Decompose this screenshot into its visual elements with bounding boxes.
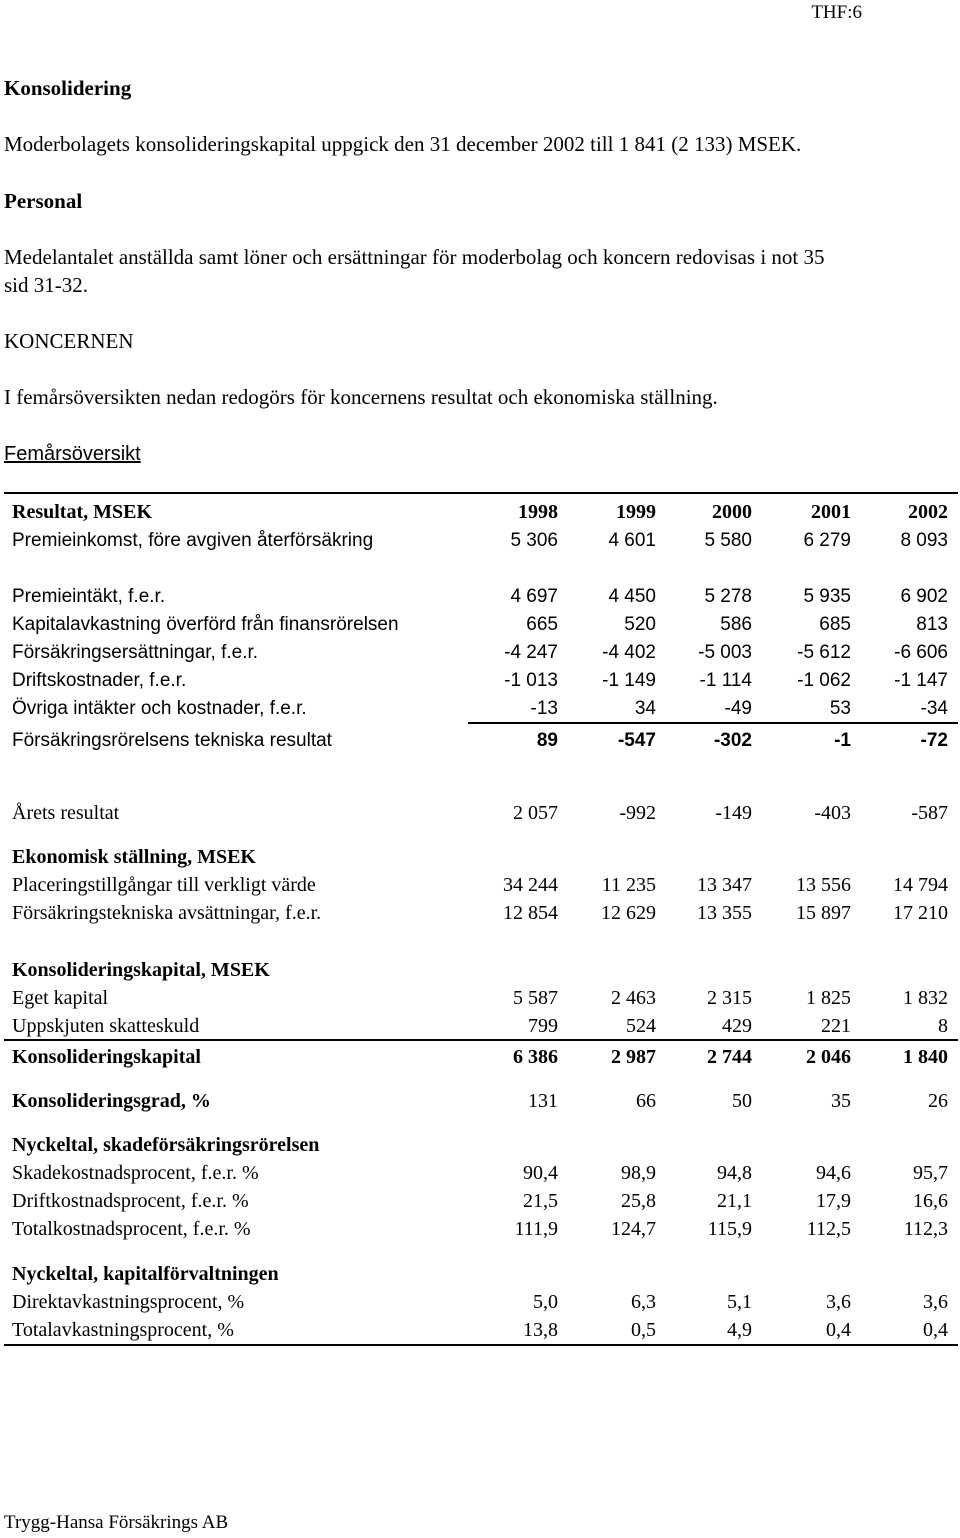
table-row: [4, 1013, 958, 1039]
row-label: Kapitalavkastning överförd från finansrörelsen: [12, 614, 399, 635]
cell-value: 21,5: [523, 1190, 558, 1212]
year-header: 1998: [518, 501, 558, 523]
row-label: Nyckeltal, skadeförsäkringsrörelsen: [12, 1134, 320, 1156]
table-row: [4, 1317, 958, 1343]
table-row: [4, 872, 958, 898]
year-header: 2001: [811, 501, 851, 523]
cell-value: 6 902: [900, 586, 948, 607]
cell-value: -992: [619, 802, 656, 824]
cell-value: 112,5: [806, 1218, 851, 1240]
table-header-row: [4, 499, 958, 525]
cell-value: 17 210: [893, 902, 948, 924]
cell-value: -403: [814, 802, 851, 824]
row-label: Eget kapital: [12, 987, 109, 1009]
section-heading-row: [4, 957, 958, 983]
cell-value: 15 897: [796, 902, 851, 924]
cell-value: 586: [720, 614, 752, 635]
row-label: Driftkostnadsprocent, f.e.r. %: [12, 1190, 249, 1212]
table-bottom-rule: [4, 1344, 958, 1346]
cell-value: 115,9: [707, 1218, 752, 1240]
cell-value: 5 278: [704, 586, 752, 607]
cell-value: 5 935: [803, 586, 851, 607]
table-row: [4, 985, 958, 1011]
cell-value: 50: [732, 1090, 752, 1112]
cell-value: 13,8: [523, 1319, 558, 1341]
cell-value: 3,6: [923, 1291, 948, 1313]
cell-value: 66: [636, 1090, 656, 1112]
cell-value: 35: [831, 1090, 851, 1112]
row-label: Konsolideringskapital: [12, 1046, 201, 1068]
cell-value: 94,8: [717, 1162, 752, 1184]
cell-value: 17,9: [816, 1190, 851, 1212]
cell-value: -149: [715, 802, 752, 824]
cell-value: 429: [722, 1015, 752, 1037]
cell-value: 2 463: [611, 987, 656, 1009]
koncernen-heading: KONCERNEN: [4, 329, 134, 353]
row-label: Nyckeltal, kapitalförvaltningen: [12, 1263, 279, 1285]
cell-value: 665: [526, 614, 558, 635]
cell-value: 4 450: [608, 586, 656, 607]
table-row: [4, 900, 958, 926]
cell-value: 685: [819, 614, 851, 635]
row-label: Totalkostnadsprocent, f.e.r. %: [12, 1218, 251, 1240]
subtotal-rule: [468, 722, 958, 724]
row-label: Övriga intäkter och kostnader, f.e.r.: [12, 698, 307, 719]
cell-value: 1 825: [806, 987, 851, 1009]
cell-value: 25,8: [621, 1190, 656, 1212]
cell-value: -302: [713, 730, 752, 751]
total-rule: [4, 1039, 958, 1041]
cell-value: 12 854: [503, 902, 558, 924]
table-row: [4, 1216, 958, 1242]
cell-value: -6 606: [894, 642, 948, 663]
cell-value: 2 046: [806, 1046, 851, 1068]
cell-value: 3,6: [826, 1291, 851, 1313]
cell-value: 6 279: [803, 530, 851, 551]
personal-heading: Personal: [4, 189, 83, 213]
cell-value: 6 386: [513, 1046, 558, 1068]
cell-value: 799: [528, 1015, 558, 1037]
table-row: [4, 640, 958, 666]
cell-value: 1 840: [903, 1046, 948, 1068]
cell-value: 0,4: [826, 1319, 851, 1341]
overview-title: Femårsöversikt: [4, 443, 141, 465]
table-row: [4, 584, 958, 610]
section-heading-row: [4, 844, 958, 870]
cell-value: 12 629: [601, 902, 656, 924]
row-label: Ekonomisk ställning, MSEK: [12, 846, 256, 868]
row-label: Årets resultat: [12, 802, 120, 824]
cell-value: 90,4: [523, 1162, 558, 1184]
cell-value: -5 612: [797, 642, 851, 663]
cell-value: 95,7: [913, 1162, 948, 1184]
cell-value: 5 587: [513, 987, 558, 1009]
section-heading-row: [4, 1261, 958, 1287]
table-row: [4, 528, 958, 554]
footer-company: Trygg-Hansa Försäkrings AB: [4, 1512, 229, 1533]
year-header: 1999: [616, 501, 656, 523]
year-header: 2002: [908, 501, 948, 523]
table-row: [4, 696, 958, 722]
table-header-label: Resultat, MSEK: [12, 501, 152, 523]
cell-value: -72: [920, 730, 948, 751]
page-reference: THF:6: [811, 2, 862, 23]
konsolidering-heading: Konsolidering: [4, 76, 132, 100]
row-label: Konsolideringskapital, MSEK: [12, 959, 270, 981]
cell-value: 2 744: [707, 1046, 752, 1068]
cell-value: 11 235: [601, 874, 656, 896]
cell-value: 2 315: [707, 987, 752, 1009]
cell-value: 4 697: [510, 586, 558, 607]
cell-value: 2 057: [513, 802, 558, 824]
cell-value: -1: [834, 730, 851, 751]
table-row: [4, 728, 958, 754]
table-row: [4, 1088, 958, 1114]
cell-value: 26: [928, 1090, 948, 1112]
personal-text-line-1: Medelantalet anställda samt löner och ersättningar för moderbolag och koncern redovisas i not 35: [4, 245, 825, 269]
cell-value: 4 601: [608, 530, 656, 551]
cell-value: 0,4: [923, 1319, 948, 1341]
cell-value: -49: [724, 698, 752, 719]
table-row: [4, 612, 958, 638]
table-row: [4, 1044, 958, 1070]
cell-value: 0,5: [631, 1319, 656, 1341]
cell-value: 2 987: [611, 1046, 656, 1068]
cell-value: -1 013: [504, 670, 558, 691]
cell-value: -1 149: [602, 670, 656, 691]
section-heading-row: [4, 1132, 958, 1158]
cell-value: 94,6: [816, 1162, 851, 1184]
table-row: [4, 1289, 958, 1315]
row-label: Försäkringsrörelsens tekniska resultat: [12, 730, 332, 751]
cell-value: 111,9: [514, 1218, 558, 1240]
cell-value: 5 580: [704, 530, 752, 551]
cell-value: 520: [624, 614, 656, 635]
row-label: Uppskjuten skatteskuld: [12, 1015, 200, 1037]
personal-text-line-2: sid 31-32.: [4, 273, 88, 297]
cell-value: 98,9: [621, 1162, 656, 1184]
cell-value: 34: [634, 698, 656, 719]
cell-value: 34 244: [503, 874, 558, 896]
cell-value: 131: [528, 1090, 558, 1112]
cell-value: -5 003: [698, 642, 752, 663]
row-label: Konsolideringsgrad, %: [12, 1090, 211, 1112]
cell-value: 221: [821, 1015, 851, 1037]
cell-value: 5 306: [510, 530, 558, 551]
koncernen-text: I femårsöversikten nedan redogörs för koncernens resultat och ekonomiska ställning.: [4, 385, 718, 409]
cell-value: 89: [536, 730, 558, 751]
cell-value: -1 147: [894, 670, 948, 691]
cell-value: 13 355: [697, 902, 752, 924]
cell-value: 16,6: [913, 1190, 948, 1212]
table-row: [4, 800, 958, 826]
cell-value: 21,1: [717, 1190, 752, 1212]
cell-value: 112,3: [903, 1218, 948, 1240]
cell-value: 13 347: [697, 874, 752, 896]
cell-value: 8: [938, 1015, 948, 1037]
cell-value: -587: [911, 802, 948, 824]
table-row: [4, 1188, 958, 1214]
table-top-rule: [4, 492, 958, 494]
konsolidering-text: Moderbolagets konsolideringskapital uppgick den 31 december 2002 till 1 841 (2 133) MSEK.: [4, 132, 802, 156]
cell-value: -4 402: [602, 642, 656, 663]
cell-value: 53: [829, 698, 851, 719]
row-label: Totalavkastningsprocent, %: [12, 1319, 234, 1341]
year-header: 2000: [712, 501, 752, 523]
row-label: Placeringstillgångar till verkligt värde: [12, 874, 316, 896]
cell-value: 124,7: [611, 1218, 656, 1240]
cell-value: 4,9: [727, 1319, 752, 1341]
cell-value: 524: [626, 1015, 656, 1037]
cell-value: 1 832: [903, 987, 948, 1009]
row-label: Försäkringstekniska avsättningar, f.e.r.: [12, 902, 322, 924]
row-label: Driftskostnader, f.e.r.: [12, 670, 187, 691]
row-label: Skadekostnadsprocent, f.e.r. %: [12, 1162, 259, 1184]
row-label: Premieinkomst, före avgiven återförsäkring: [12, 530, 374, 551]
cell-value: -547: [617, 730, 656, 751]
cell-value: 6,3: [631, 1291, 656, 1313]
cell-value: -1 114: [699, 670, 752, 691]
cell-value: -4 247: [504, 642, 558, 663]
cell-value: 5,1: [727, 1291, 752, 1313]
table-row: [4, 668, 958, 694]
cell-value: 14 794: [893, 874, 948, 896]
cell-value: -34: [920, 698, 948, 719]
row-label: Premieintäkt, f.e.r.: [12, 586, 166, 607]
cell-value: -1 062: [797, 670, 851, 691]
cell-value: -13: [530, 698, 558, 719]
cell-value: 5,0: [533, 1291, 558, 1313]
table-row: [4, 1160, 958, 1186]
cell-value: 13 556: [796, 874, 851, 896]
cell-value: 8 093: [900, 530, 948, 551]
row-label: Direktavkastningsprocent, %: [12, 1291, 245, 1313]
row-label: Försäkringsersättningar, f.e.r.: [12, 642, 259, 663]
cell-value: 813: [916, 614, 948, 635]
